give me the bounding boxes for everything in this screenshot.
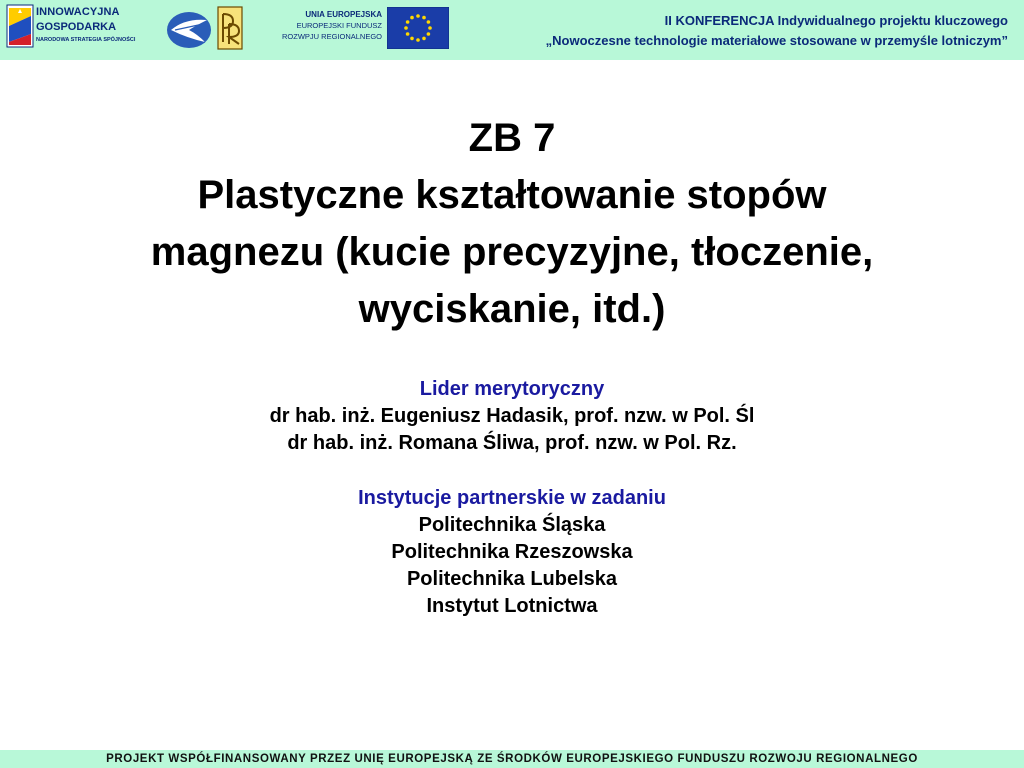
partner-item: Politechnika Śląska — [418, 514, 606, 536]
partner-item: Politechnika Lubelska — [406, 568, 618, 590]
leader-person: dr hab. inż. Eugeniusz Hadasik, prof. nzw. w Pol. Śl — [269, 405, 755, 427]
conference-line1: II KONFERENCJA Indywidualnego projektu kluczowego — [664, 13, 1008, 28]
leader-person: dr hab. inż. Romana Śliwa, prof. nzw. w Pol. Rz. — [287, 432, 737, 454]
logo-ig-line3: NARODOWA STRATEGIA SPÓJNOŚCI — [36, 37, 136, 43]
eu-line3: ROZWPJU REGIONALNEGO — [281, 32, 382, 41]
innowacyjna-gospodarka-mark-icon — [6, 4, 34, 48]
leader-heading: Lider merytoryczny — [419, 378, 605, 400]
logo-ig-line1: INNOWACYJNA — [36, 6, 120, 18]
pr-monogram-logo-icon — [217, 6, 243, 50]
eu-flag-icon — [387, 7, 449, 49]
title-line3: magnezu (kucie precyzyjne, tłoczenie, — [150, 230, 874, 274]
eu-line2: EUROPEJSKI FUNDUSZ — [296, 21, 382, 30]
header-bar — [0, 0, 1024, 60]
leader-section — [100, 376, 924, 457]
title-line4: wyciskanie, itd.) — [358, 287, 666, 331]
conference-title — [546, 11, 1008, 51]
partners-heading: Instytucje partnerskie w zadaniu — [358, 487, 666, 509]
eu-text-block — [248, 9, 382, 42]
title-line2: Plastyczne kształtowanie stopów — [197, 173, 827, 217]
slide-title — [40, 110, 984, 338]
title-line1: ZB 7 — [468, 116, 556, 160]
partner-item: Instytut Lotnictwa — [426, 595, 598, 617]
footer-funding-note: PROJEKT WSPÓŁFINANSOWANY PRZEZ UNIĘ EUROPEJSKĄ ZE ŚRODKÓW EUROPEJSKIEGO FUNDUSZU ROZWOJU REGIONALNEGO — [0, 750, 1024, 768]
conference-line2: „Nowoczesne technologie materiałowe stosowane w przemyśle lotniczym” — [545, 33, 1008, 48]
aerospace-bird-logo-icon — [165, 8, 213, 52]
innowacyjna-gospodarka-logo — [6, 4, 148, 50]
logo-ig-line2: GOSPODARKA — [36, 21, 117, 33]
eu-line1: UNIA EUROPEJSKA — [305, 10, 382, 19]
partner-item: Politechnika Rzeszowska — [391, 541, 633, 563]
partners-section — [100, 485, 924, 620]
